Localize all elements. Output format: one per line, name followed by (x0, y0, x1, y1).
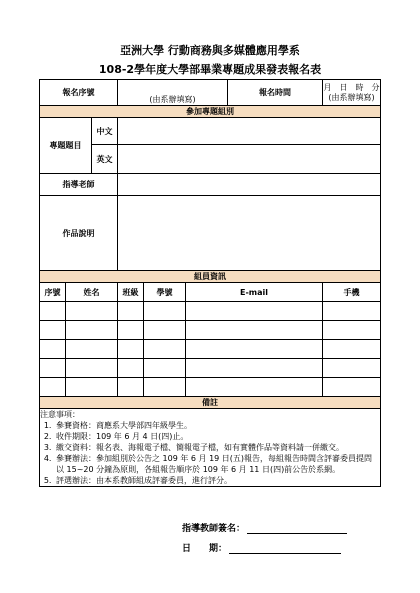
member-phone-cell[interactable] (323, 340, 381, 359)
member-row (40, 340, 381, 359)
member-header-phone: 手機 (323, 283, 381, 302)
member-class-cell[interactable] (118, 359, 144, 378)
section-group: 參加專題組別 (40, 106, 381, 118)
note-item: 5. 評選辦法：由本系教師組成評審委員，進行評分。 (54, 475, 380, 486)
time-format: 月 日 時 分 (323, 82, 380, 92)
member-row (40, 302, 381, 321)
member-name-cell[interactable] (66, 378, 118, 397)
member-id-cell[interactable] (144, 378, 186, 397)
date-label: 日 期： (182, 544, 228, 554)
member-email-cell[interactable] (186, 340, 323, 359)
note-item: 2. 收件期限：109 年 6 月 4 日(四)止。 (54, 431, 380, 442)
member-header-name: 姓名 (66, 283, 118, 302)
member-email-cell[interactable] (186, 321, 323, 340)
member-row (40, 321, 381, 340)
advisor-field[interactable] (118, 174, 381, 196)
member-header-id: 學號 (144, 283, 186, 302)
member-name-cell[interactable] (66, 340, 118, 359)
date-line[interactable] (229, 544, 341, 554)
note-item: 3. 繳交資料：報名表、海報電子檔、簡報電子檔，如有實體作品等資料請一併繳交。 (54, 442, 380, 453)
advisor-signature-label: 指導教師簽名： (182, 524, 246, 534)
member-row (40, 359, 381, 378)
member-phone-cell[interactable] (323, 302, 381, 321)
time-field[interactable] (323, 80, 381, 106)
member-email-cell[interactable] (186, 302, 323, 321)
form-title: 亞洲大學 行動商務與多媒體應用學系 (120, 44, 300, 57)
notes-list (40, 420, 380, 486)
english-label: 英文 (92, 145, 118, 174)
member-header-class: 班級 (118, 283, 144, 302)
member-serial-cell[interactable] (40, 302, 66, 321)
form-subtitle: 108-2學年度大學部畢業專題成果發表報名表 (98, 63, 322, 76)
member-class-cell[interactable] (118, 321, 144, 340)
signature-date (182, 541, 341, 554)
time-office-note: (由系辦填寫) (328, 92, 375, 102)
section-members: 組員資訊 (40, 271, 381, 283)
member-id-cell[interactable] (144, 302, 186, 321)
chinese-title-field[interactable] (118, 118, 381, 145)
member-id-cell[interactable] (144, 340, 186, 359)
description-label: 作品說明 (40, 196, 118, 271)
member-serial-cell[interactable] (40, 340, 66, 359)
member-email-cell[interactable] (186, 359, 323, 378)
note-item: 4. 參賽辦法：參加組別於公告之 109 年 6 月 19 日(五)報告，每組報告時間含評審委員提問以 15~20 分鐘為原則，各組報告順序於 109 年 6 月 11 日(四)前公告於系網。 (54, 453, 380, 475)
member-class-cell[interactable] (118, 378, 144, 397)
advisor-signature (182, 521, 347, 534)
member-email-cell[interactable] (186, 378, 323, 397)
member-phone-cell[interactable] (323, 321, 381, 340)
member-row (40, 378, 381, 397)
note-item: 1. 參賽資格：商應系大學部四年級學生。 (54, 420, 380, 431)
english-title-field[interactable] (118, 145, 381, 174)
member-name-cell[interactable] (66, 321, 118, 340)
advisor-signature-line[interactable] (247, 524, 347, 534)
member-phone-cell[interactable] (323, 359, 381, 378)
notes-title: 注意事項： (40, 410, 80, 419)
member-class-cell[interactable] (118, 302, 144, 321)
member-serial-cell[interactable] (40, 321, 66, 340)
serial-office-note: (由系辦填寫) (149, 95, 196, 104)
member-header-serial: 序號 (40, 283, 66, 302)
description-field[interactable] (118, 196, 381, 271)
member-phone-cell[interactable] (323, 378, 381, 397)
time-label: 報名時間 (228, 80, 323, 106)
member-name-cell[interactable] (66, 359, 118, 378)
member-id-cell[interactable] (144, 321, 186, 340)
member-name-cell[interactable] (66, 302, 118, 321)
member-class-cell[interactable] (118, 340, 144, 359)
member-serial-cell[interactable] (40, 359, 66, 378)
member-header-email: E-mail (186, 283, 323, 302)
section-remarks: 備註 (40, 397, 381, 409)
serial-label: 報名序號 (40, 80, 118, 106)
member-serial-cell[interactable] (40, 378, 66, 397)
chinese-label: 中文 (92, 118, 118, 145)
advisor-label: 指導老師 (40, 174, 118, 196)
topic-label: 專題題目 (40, 118, 92, 174)
serial-field[interactable] (118, 80, 228, 106)
registration-form (39, 79, 381, 487)
notes-block (40, 409, 381, 487)
member-id-cell[interactable] (144, 359, 186, 378)
